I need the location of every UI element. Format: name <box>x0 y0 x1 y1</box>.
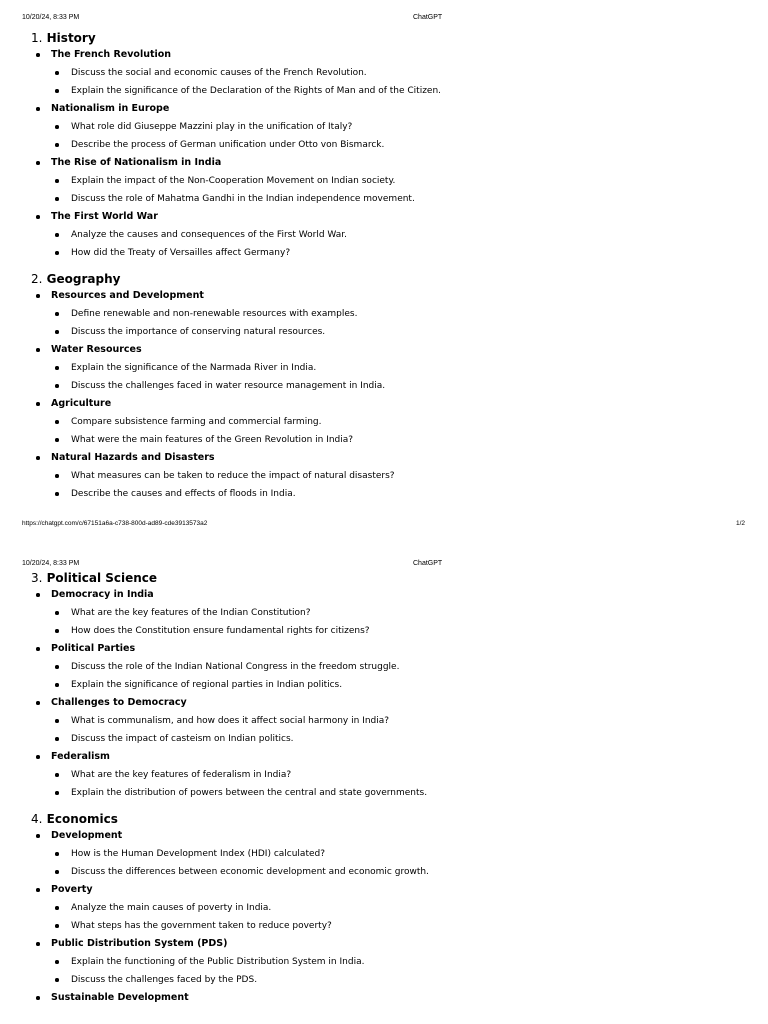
topic-list <box>0 827 768 1007</box>
section-gap <box>0 262 768 271</box>
topic-label: Sustainable Development <box>51 992 189 1003</box>
section-number: 2. <box>31 272 43 286</box>
question-item <box>51 82 768 100</box>
question-item <box>51 467 768 485</box>
question-list <box>51 413 768 449</box>
question-text: What measures can be taken to reduce the impact of natural disasters? <box>71 471 395 481</box>
bullet-icon <box>55 366 59 370</box>
bullet-icon <box>55 125 59 129</box>
bullet-icon <box>55 330 59 334</box>
question-text: What steps has the government taken to reduce poverty? <box>71 921 332 931</box>
question-text: Explain the significance of regional parties in Indian politics. <box>71 680 343 690</box>
topic-label: The Rise of Nationalism in India <box>51 157 222 168</box>
question-item <box>51 190 768 208</box>
topic-list <box>0 586 768 802</box>
question-text: How did the Treaty of Versailles affect Germany? <box>71 248 291 258</box>
bullet-icon <box>55 233 59 237</box>
bullet-icon <box>55 438 59 442</box>
question-item <box>51 845 768 863</box>
question-text: Compare subsistence farming and commercial farming. <box>71 417 322 427</box>
topic-label: Development <box>51 830 123 841</box>
topic-label: Challenges to Democracy <box>51 697 187 708</box>
bullet-icon <box>55 143 59 147</box>
bullet-icon <box>36 996 40 1000</box>
bullet-icon <box>55 960 59 964</box>
question-text: Analyze the main causes of poverty in India. <box>71 903 272 913</box>
page-number: 1/2 <box>736 520 746 527</box>
topic-item <box>0 395 768 449</box>
bullet-icon <box>36 215 40 219</box>
topic-label: The French Revolution <box>51 49 172 60</box>
question-list <box>51 604 768 640</box>
question-list <box>51 658 768 694</box>
topic-item <box>0 935 768 989</box>
topic-item <box>0 208 768 262</box>
topic-list <box>0 46 768 262</box>
question-text: Explain the significance of the Narmada River in India. <box>71 363 317 373</box>
bullet-icon <box>55 906 59 910</box>
section-title: Economics <box>46 812 118 826</box>
question-list <box>51 953 768 989</box>
bullet-icon <box>36 755 40 759</box>
bullet-icon <box>55 492 59 496</box>
bullet-icon <box>36 701 40 705</box>
topic-item <box>0 154 768 208</box>
question-text: Discuss the importance of conserving natural resources. <box>71 327 326 337</box>
bullet-icon <box>55 611 59 615</box>
topic-label: Federalism <box>51 751 110 762</box>
question-item <box>51 917 768 935</box>
bullet-icon <box>55 791 59 795</box>
bullet-icon <box>55 737 59 741</box>
section-title: History <box>46 31 96 45</box>
question-list <box>51 899 768 935</box>
section-number: 1. <box>31 31 43 45</box>
question-item <box>51 784 768 802</box>
bullet-icon <box>55 251 59 255</box>
bullet-icon <box>55 719 59 723</box>
question-item <box>51 359 768 377</box>
bullet-icon <box>55 978 59 982</box>
question-text: Describe the process of German unification under Otto von Bismarck. <box>71 140 385 150</box>
question-list <box>51 467 768 503</box>
bullet-icon <box>55 474 59 478</box>
topic-label: Water Resources <box>51 344 142 355</box>
question-item <box>51 658 768 676</box>
question-list <box>51 172 768 208</box>
topic-item <box>0 881 768 935</box>
question-item <box>51 730 768 748</box>
topic-item <box>0 287 768 341</box>
question-text: Discuss the impact of casteism on Indian politics. <box>71 734 294 744</box>
bullet-icon <box>36 107 40 111</box>
question-list <box>51 845 768 881</box>
question-item <box>51 604 768 622</box>
bullet-icon <box>36 834 40 838</box>
topic-item <box>0 586 768 640</box>
question-item <box>51 323 768 341</box>
topic-label: Resources and Development <box>51 290 204 301</box>
question-item <box>51 971 768 989</box>
bullet-icon <box>36 942 40 946</box>
bullet-icon <box>55 924 59 928</box>
bullet-icon <box>36 161 40 165</box>
question-item <box>51 64 768 82</box>
question-item <box>51 622 768 640</box>
topic-label: Natural Hazards and Disasters <box>51 452 215 463</box>
section-number: 4. <box>31 812 43 826</box>
topic-item <box>0 694 768 748</box>
question-item <box>51 413 768 431</box>
bullet-icon <box>55 312 59 316</box>
bullet-icon <box>36 348 40 352</box>
section-title: Geography <box>46 272 121 286</box>
question-list <box>51 359 768 395</box>
topic-item <box>0 827 768 881</box>
print-datetime: 10/20/24, 8:33 PM <box>22 560 80 567</box>
bullet-icon <box>55 852 59 856</box>
page-content <box>0 30 768 503</box>
topic-label: The First World War <box>51 211 158 222</box>
topic-item <box>0 46 768 100</box>
bullet-icon <box>36 294 40 298</box>
question-text: Discuss the role of Mahatma Gandhi in the Indian independence movement. <box>71 194 415 204</box>
bullet-icon <box>55 420 59 424</box>
topic-item <box>0 640 768 694</box>
section-heading <box>0 271 768 287</box>
print-datetime: 10/20/24, 8:33 PM <box>22 14 80 21</box>
topic-item <box>0 989 768 1007</box>
question-text: Explain the impact of the Non-Cooperation Movement on Indian society. <box>71 176 396 186</box>
bullet-icon <box>55 683 59 687</box>
question-item <box>51 226 768 244</box>
topic-item <box>0 100 768 154</box>
page-header-title: ChatGPT <box>413 14 443 21</box>
topic-label: Poverty <box>51 884 93 895</box>
bullet-icon <box>36 456 40 460</box>
question-text: Discuss the challenges faced by the PDS. <box>71 975 258 985</box>
question-item <box>51 899 768 917</box>
bullet-icon <box>55 665 59 669</box>
question-text: Discuss the differences between economic development and economic growth. <box>71 867 429 877</box>
bullet-icon <box>55 629 59 633</box>
question-item <box>51 377 768 395</box>
question-text: How does the Constitution ensure fundamental rights for citizens? <box>71 626 370 636</box>
bullet-icon <box>55 179 59 183</box>
question-text: Discuss the challenges faced in water resource management in India. <box>71 381 386 391</box>
question-item <box>51 676 768 694</box>
bullet-icon <box>36 647 40 651</box>
topic-item <box>0 748 768 802</box>
topic-list <box>0 287 768 503</box>
section-heading <box>0 30 768 46</box>
section-number: 3. <box>31 571 43 585</box>
question-text: Discuss the role of the Indian National Congress in the freedom struggle. <box>71 662 400 672</box>
question-text: What are the key features of federalism in India? <box>71 770 292 780</box>
question-list <box>51 118 768 154</box>
bullet-icon <box>36 53 40 57</box>
question-item <box>51 766 768 784</box>
question-text: Describe the causes and effects of floods in India. <box>71 489 296 499</box>
topic-label: Political Parties <box>51 643 136 654</box>
question-text: Discuss the social and economic causes of the French Revolution. <box>71 68 367 78</box>
bullet-icon <box>55 71 59 75</box>
question-list <box>51 226 768 262</box>
question-item <box>51 305 768 323</box>
question-item <box>51 953 768 971</box>
question-item <box>51 712 768 730</box>
section-gap <box>0 802 768 811</box>
question-text: What were the main features of the Green Revolution in India? <box>71 435 354 445</box>
pdf-page-2 <box>0 546 768 1024</box>
question-item <box>51 431 768 449</box>
section-heading <box>0 570 768 586</box>
question-list <box>51 305 768 341</box>
bullet-icon <box>36 402 40 406</box>
page-separator <box>0 533 768 546</box>
section-title: Political Science <box>46 571 158 585</box>
topic-label: Democracy in India <box>51 589 154 600</box>
question-text: What is communalism, and how does it affect social harmony in India? <box>71 716 390 726</box>
question-text: Explain the distribution of powers between the central and state governments. <box>71 788 428 798</box>
topic-item <box>0 341 768 395</box>
page-content <box>0 570 768 1007</box>
question-item <box>51 136 768 154</box>
question-item <box>51 172 768 190</box>
topic-label: Nationalism in Europe <box>51 103 170 114</box>
bullet-icon <box>55 197 59 201</box>
question-text: Explain the significance of the Declaration of the Rights of Man and of the Citizen. <box>71 86 442 96</box>
question-text: How is the Human Development Index (HDI) calculated? <box>71 849 326 859</box>
bullet-icon <box>55 89 59 93</box>
question-list <box>51 766 768 802</box>
bullet-icon <box>55 384 59 388</box>
question-text: Explain the functioning of the Public Distribution System in India. <box>71 957 365 967</box>
bullet-icon <box>36 593 40 597</box>
question-item <box>51 118 768 136</box>
question-text: Define renewable and non-renewable resources with examples. <box>71 309 358 319</box>
topic-label: Public Distribution System (PDS) <box>51 938 228 949</box>
question-list <box>51 64 768 100</box>
question-text: Analyze the causes and consequences of the First World War. <box>71 230 347 240</box>
question-item <box>51 485 768 503</box>
question-text: What role did Giuseppe Mazzini play in the unification of Italy? <box>71 122 353 132</box>
page-footer <box>0 520 768 530</box>
bullet-icon <box>55 773 59 777</box>
bullet-icon <box>36 888 40 892</box>
section-heading <box>0 811 768 827</box>
question-text: What are the key features of the Indian Constitution? <box>71 608 311 618</box>
page-header <box>0 14 768 26</box>
topic-label: Agriculture <box>51 398 112 409</box>
question-item <box>51 244 768 262</box>
topic-item <box>0 449 768 503</box>
bullet-icon <box>55 870 59 874</box>
page-url[interactable]: https://chatgpt.com/c/67151a6a-c738-800d-ad89-cde3913573a2 <box>22 520 208 527</box>
page-header-title: ChatGPT <box>413 560 443 567</box>
question-list <box>51 712 768 748</box>
question-item <box>51 863 768 881</box>
